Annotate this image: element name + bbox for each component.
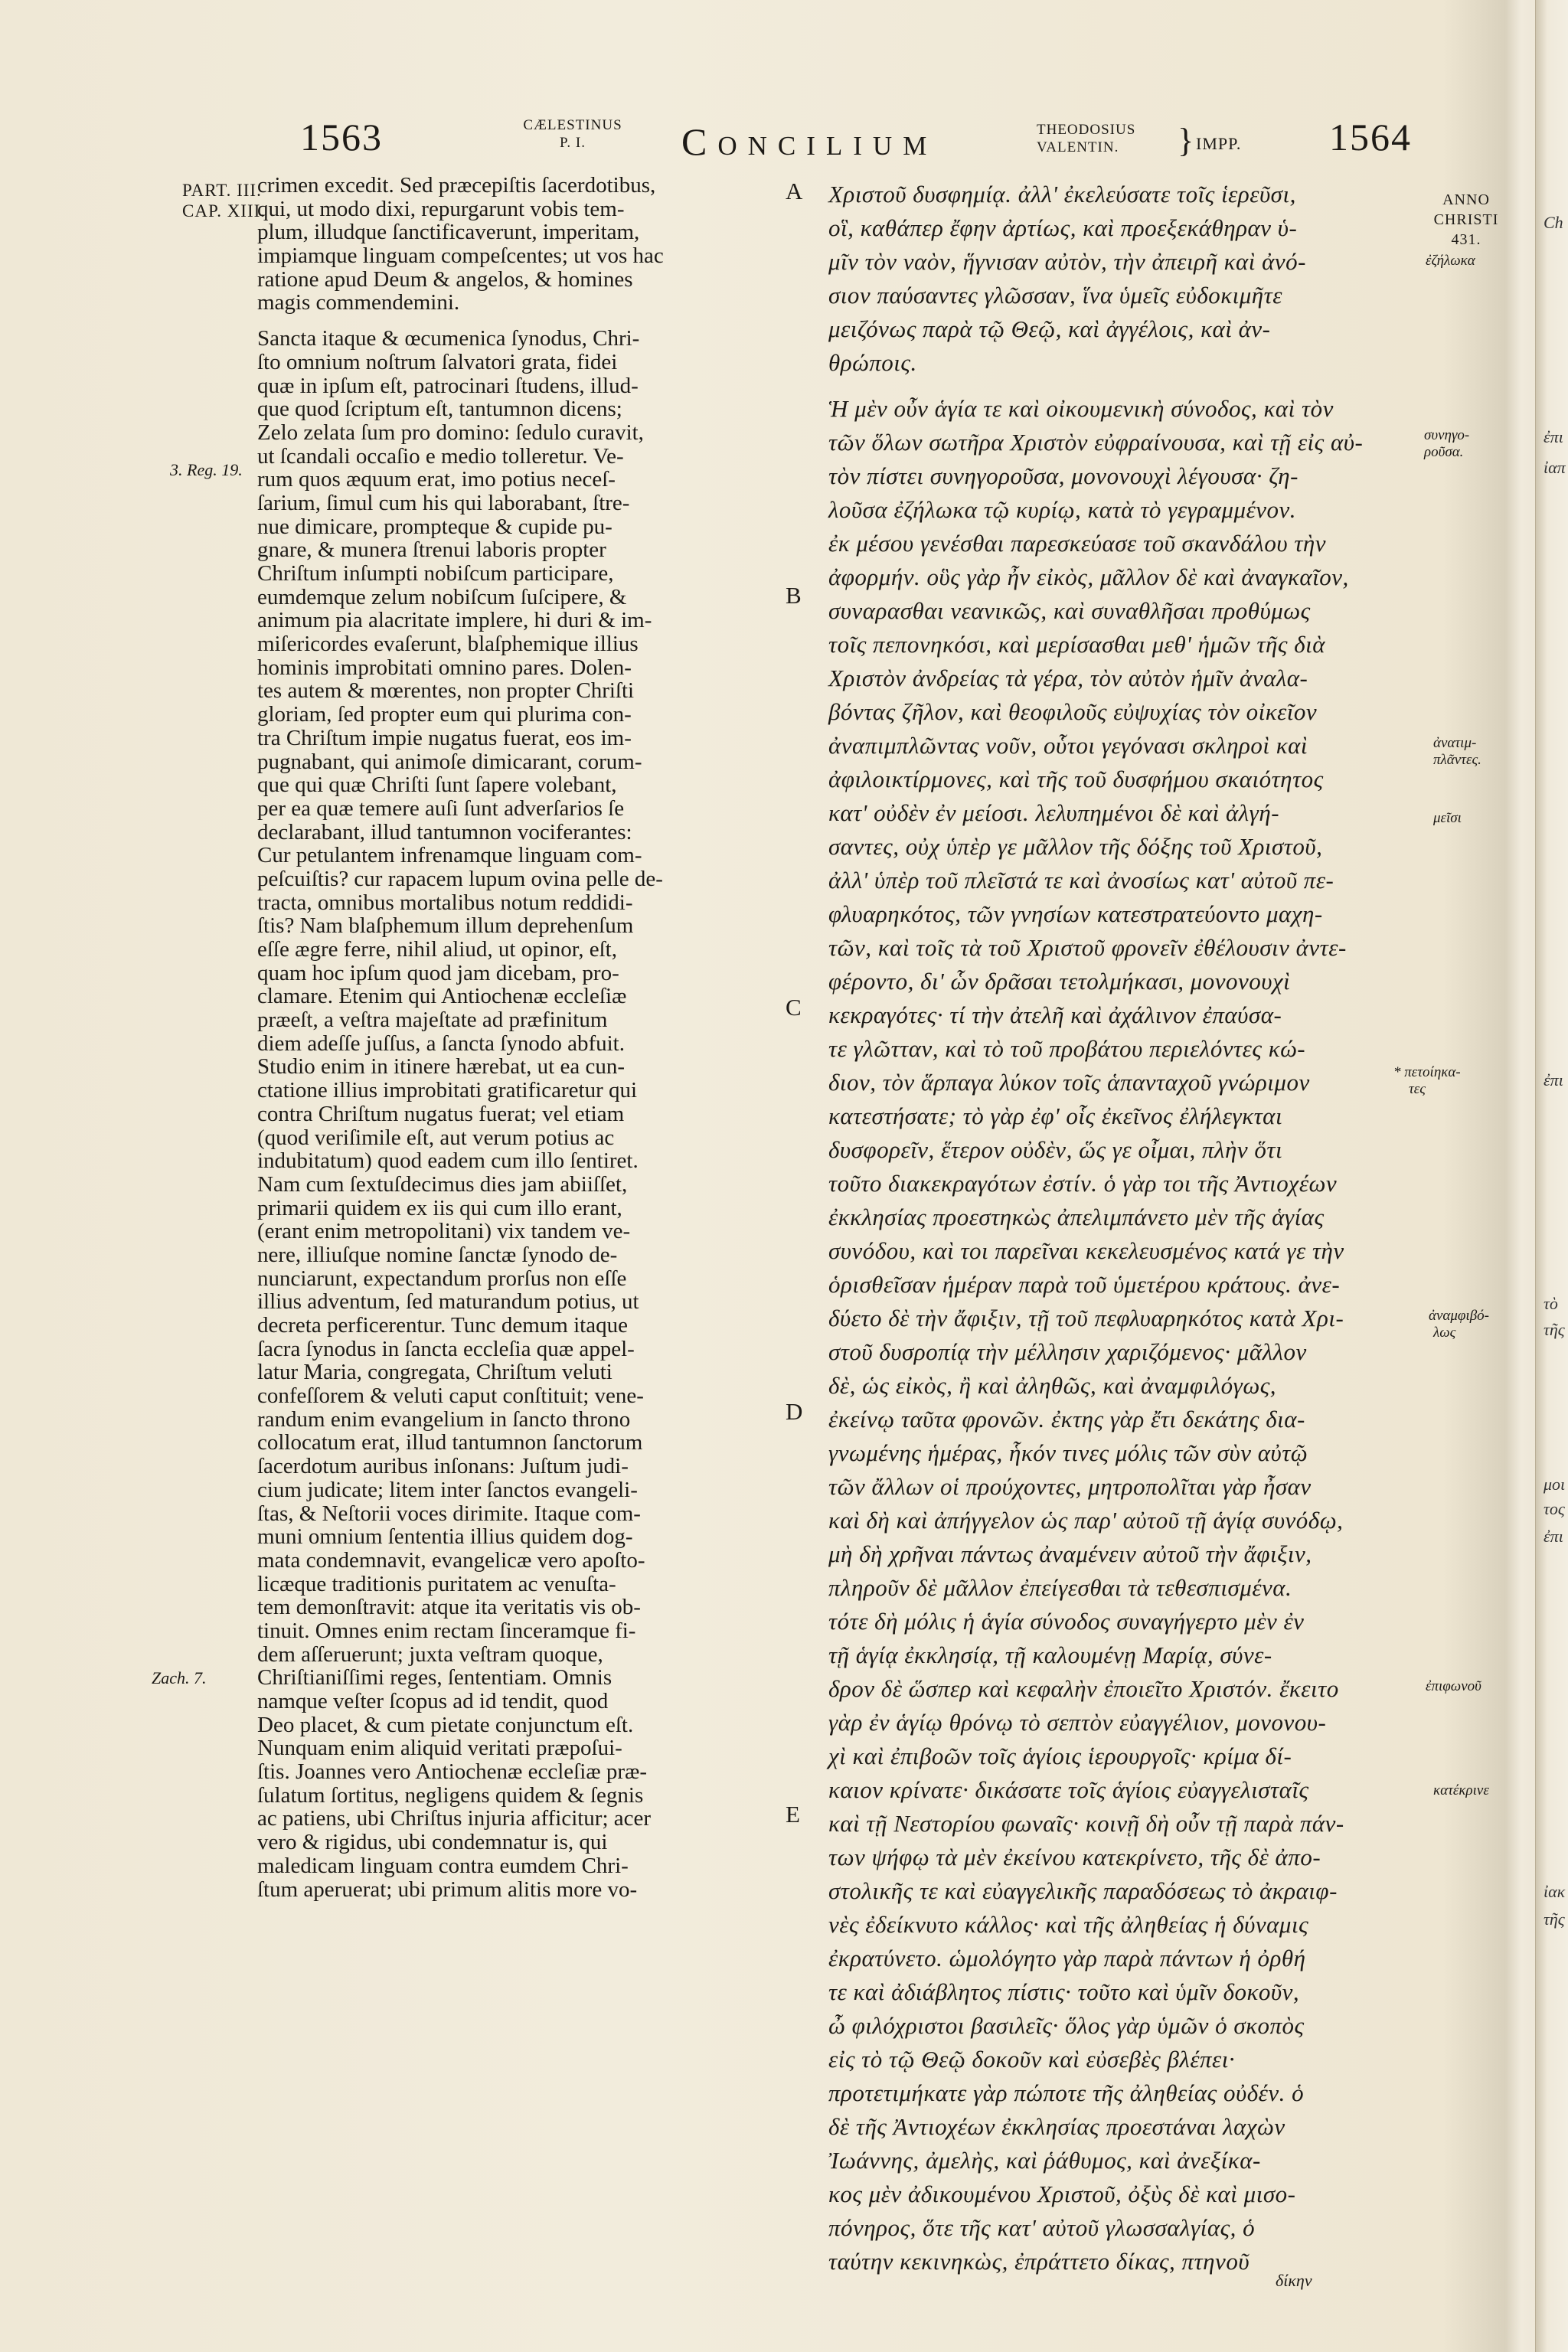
greek-line: χὶ καὶ ἐπιβοῶν τοῖς ἁγίοις ἱερουργοῖς· κρίμα δί- <box>828 1743 1292 1769</box>
latin-line: tem demonſtravit: atque ita veritatis vis ob- <box>257 1595 641 1620</box>
latin-line: nere, illiuſque nomine ſanctæ ſynodo de- <box>257 1242 618 1267</box>
greek-line: εἰς τὸ τῷ Θεῷ δοκοῦν καὶ εὐσεβὲς βλέπει· <box>828 2046 1236 2073</box>
next-page-frag-6: τῆς <box>1544 1320 1565 1339</box>
greek-line: οἳ, καθάπερ ἔφην ἀρτίως, καὶ προεξεκάθηραν ὑ- <box>828 214 1298 241</box>
greek-line: σαντες, οὐχ ὑπὲρ γε μᾶλλον τῆς δόξης τοῦ Χριστοῦ, <box>828 833 1323 860</box>
note5-line1: ἀναμφιβό- <box>1429 1308 1489 1324</box>
next-page-frag-4: ἐπι <box>1544 1070 1563 1089</box>
header-pope <box>496 116 649 152</box>
greek-line: των ψήφῳ τὰ μὲν ἐκείνου κατεκρίνετο, τῆς δὲ ἀπο- <box>828 1844 1321 1870</box>
greek-line: τῶν ὅλων σωτῆρα Χριστὸν εὐφραίνουσα, καὶ τῇ εἰς αὐ- <box>828 429 1364 456</box>
note1-line1: συνηγο- <box>1424 427 1470 443</box>
greek-line: Ἰωάννης, ἀμελὴς, καὶ ῥάθυμος, καὶ ἀνεξίκα- <box>828 2147 1261 2174</box>
margin-anno-christi <box>1426 190 1507 250</box>
latin-line: confeſſorem & veluti caput conſtituit; vene- <box>257 1383 644 1409</box>
margin-greek-note-1 <box>1424 427 1469 461</box>
section-letter-c: C <box>786 994 802 1021</box>
header-pope-number: P. I. <box>559 135 586 151</box>
greek-line: ἐκείνῳ ταῦτα φρονῶν. ἐκτης γὰρ ἔτι δεκάτης δια- <box>828 1406 1305 1432</box>
greek-line: ἀναπιμπλῶντας νοῦν, οὗτοι γεγόνασι σκληροὶ καὶ <box>828 732 1308 759</box>
latin-line: ſtis. Joannes vero Antiochenæ eccleſiæ præ- <box>257 1759 648 1785</box>
greek-line: συνόδου, καὶ τοι παρεῖναι κεκελευσμένος κατά γε τὴν <box>828 1237 1344 1264</box>
greek-line: σιον παύσαντες γλῶσσαν, ἵνα ὑμεῖς εὐδοκιμῆτε <box>828 282 1282 309</box>
greek-line: τὸν πίστει συνηγοροῦσα, μονονουχὶ λέγουσα· ζη- <box>828 462 1298 489</box>
greek-line: νὲς ἐδείκνυτο κάλλος· καὶ τῆς ἀληθείας ἡ δύναμις <box>828 1911 1309 1938</box>
header-pope-name: CÆLESTINUS <box>523 117 622 133</box>
latin-line: mata condemnavit, evangelicæ vero apoſto- <box>257 1547 645 1573</box>
greek-line: τοῖς πεπονηκόσι, καὶ μερίσασθαι μεθ' ἡμῶν τῆς διὰ <box>828 631 1326 658</box>
greek-catchword: δίκην <box>1276 2271 1312 2290</box>
next-page-frag-5: τὸ <box>1544 1294 1558 1313</box>
note1-line2: ροῦσα. <box>1424 444 1464 460</box>
latin-line: ut ſcandali occaſio e medio tolleretur. Ve- <box>257 443 624 469</box>
latin-line: Sancta itaque & œcumenica ſynodus, Chri- <box>257 326 640 351</box>
greek-line: δύετο δὲ τὴν ἄφιξιν, τῇ τοῦ πεφλυαρηκότος κατὰ Χρι- <box>828 1305 1344 1331</box>
margin-greek-note-6: ἐπιφωνοῦ <box>1426 1678 1481 1694</box>
latin-line: licæque traditionis puritatem ac venuſta- <box>257 1571 616 1596</box>
margin-part: PART. III. <box>182 181 262 200</box>
latin-line: latur Maria, congregata, Chriſtum veluti <box>257 1360 612 1385</box>
latin-line: dem aſſeruerunt; juxta veſtram quoque, <box>257 1642 603 1667</box>
greek-line: στολικῆς τε καὶ εὐαγγελικῆς παραδόσεως τὸ ἀκραιφ- <box>828 1877 1338 1904</box>
margin-ref-zach: Zach. 7. <box>152 1668 207 1687</box>
latin-line: magis commendemini. <box>257 290 460 315</box>
margin-ref-kings: 3. Reg. 19. <box>170 460 243 479</box>
greek-line: πόνηρος, ὅτε τῆς κατ' αὐτοῦ γλωσσαλγίας, ὁ <box>828 2214 1256 2241</box>
latin-line: Chriſtum inſumpti nobiſcum participare, <box>257 561 614 586</box>
latin-line: ſulatum ſortitus, negligens quidem & ſegnis <box>257 1782 644 1808</box>
latin-line: qui, ut modo dixi, repurgarunt vobis tem- <box>257 196 625 221</box>
note5-line2: λως <box>1433 1325 1456 1341</box>
greek-line: δὲ τῆς Ἀντιοχέων ἐκκλησίας προεστάναι λαχὼν <box>828 2113 1285 2140</box>
latin-line: decreta perficerentur. Tunc demum itaque <box>257 1313 628 1338</box>
greek-line: ταύτην κεκινηκὼς, ἐπράττετο δίκας, πτηνοῦ <box>828 2248 1250 2275</box>
greek-line: καιον κρίνατε· δικάσατε τοῖς ἁγίοις εὐαγγελισταῖς <box>828 1776 1309 1803</box>
next-page-frag-7: μοι <box>1544 1475 1566 1494</box>
section-letter-b: B <box>786 582 802 609</box>
latin-line: ſacra ſynodus in ſancta eccleſia quæ appel- <box>257 1336 635 1361</box>
next-page-frag-2: ἐπι <box>1544 427 1563 446</box>
latin-line: plum, illudque ſanctificaverunt, imperitam, <box>257 220 640 245</box>
greek-line: ἀλλ' ὑπὲρ τοῦ πλεῖστά τε καὶ ἀνοσίως κατ' αὐτοῦ πε- <box>828 867 1334 893</box>
latin-line: Studio enim in itinere hærebat, ut ea cun- <box>257 1054 625 1080</box>
latin-line: illius adventum, ſed maturandum potius, ut <box>257 1289 639 1315</box>
latin-line: quæ in ipſum eſt, patrocinari ſtudens, illud- <box>257 373 639 398</box>
latin-line: que quod ſcriptum eſt, tantumnon dicens; <box>257 397 622 422</box>
greek-line: κεκραγότες· τί τὴν ἀτελῆ καὶ ἀχάλινον ἐπαύσα- <box>828 1001 1282 1028</box>
section-letter-e: E <box>786 1801 800 1828</box>
greek-line: διον, τὸν ἅρπαγα λύκον τοῖς ἁπανταχοῦ γνώριμον <box>828 1069 1310 1096</box>
greek-line: μειζόνως παρὰ τῷ Θεῷ, καὶ ἀγγέλοις, καὶ ἀν- <box>828 315 1271 342</box>
greek-line: γνωμένης ἡμέρας, ἧκόν τινες μόλις τῶν σὺν αὐτῷ <box>828 1439 1308 1466</box>
latin-line: indubitatum) quod eadem cum illo ſentiret. <box>257 1148 639 1174</box>
anno-christi: CHRISTI <box>1433 211 1499 228</box>
greek-line: στοῦ δυσροπίᾳ τὴν μέλλησιν χαριζόμενος· μᾶλλον <box>828 1338 1307 1365</box>
greek-line: ἐκ μέσου γενέσθαι παρεσκεύασε τοῦ σκανδάλου τὴν <box>828 530 1327 557</box>
latin-line: Nunquam enim aliquid veritati præpoſui- <box>257 1736 622 1761</box>
anno-label: ANNO <box>1442 191 1490 208</box>
greek-line: καὶ τῇ Νεστορίου φωναῖς· κοινῇ δὴ οὖν τῇ παρὰ πάν- <box>828 1810 1344 1837</box>
latin-line: tinuit. Omnes enim rectam ſinceramque fi- <box>257 1618 636 1643</box>
greek-line: πληροῦν δὲ μᾶλλον ἐπείγεσθαι τὰ τεθεσπισμένα. <box>828 1574 1292 1601</box>
latin-line: hominis improbitati omnino pares. Dolen- <box>257 655 632 680</box>
greek-line: κατεστήσατε; τὸ γὰρ ἐφ' οἷς ἐκεῖνος ἐλήλεγκται <box>828 1102 1283 1129</box>
header-impp: IMPP. <box>1196 134 1242 153</box>
margin-cap: CAP. XIII. <box>182 201 266 220</box>
latin-line: tes autem & mœrentes, non propter Chriſti <box>257 678 635 704</box>
page-number-left: 1563 <box>300 116 383 158</box>
anno-year: 431. <box>1451 231 1481 248</box>
latin-line: tracta, omnibus mortalibus notum reddidi- <box>257 890 633 915</box>
latin-line: ſacerdotum auribus inſonans: Juſtum judi- <box>257 1454 629 1479</box>
next-page-frag-1: Ch <box>1544 213 1563 232</box>
latin-line: ac patiens, ubi Chriſtus injuria afficitur; acer <box>257 1806 652 1831</box>
latin-line: Chriſtianiſſimi reges, ſententiam. Omnis <box>257 1665 612 1690</box>
next-page-frag-8: τος <box>1544 1499 1565 1518</box>
latin-line: eſſe ægre ferre, nihil aliud, ut opinor, eſt, <box>257 937 617 962</box>
next-page-edge <box>1535 0 1568 2352</box>
margin-part-cap <box>182 180 266 221</box>
greek-line: ἀφορμήν. οὓς γὰρ ἦν εἰκὸς, μᾶλλον δὲ καὶ ἀναγκαῖον, <box>828 564 1349 590</box>
margin-greek-note-0: ἐζήλωκα <box>1426 253 1475 269</box>
note2-line2: πλᾶντες. <box>1433 752 1481 768</box>
greek-line: ἐκρατύνετο. ὡμολόγητο γὰρ παρὰ πάντων ἡ ὀρθή <box>828 1945 1306 1971</box>
latin-line: nunciarunt, expectandum prorſus non eſſe <box>257 1266 627 1291</box>
greek-line: βόντας ζῆλον, καὶ θεοφιλοῦς εὐψυχίας τὸν οἰκεῖον <box>828 698 1318 725</box>
latin-line: randum enim evangelium in ſancto throno <box>257 1406 631 1432</box>
latin-line: Nam cum ſextuſdecimus dies jam abiiſſet, <box>257 1171 628 1197</box>
page-number-right: 1564 <box>1329 116 1412 158</box>
greek-line: κος μὲν ἀδικουμένου Χριστοῦ, ὀξὺς δὲ καὶ μισο- <box>828 2180 1296 2207</box>
next-page-frag-3: ἰαπ <box>1544 458 1566 477</box>
latin-line: clamare. Etenim qui Antiochenæ eccleſiæ <box>257 984 627 1009</box>
header-emperors <box>1037 121 1190 156</box>
latin-line: diem adeſſe juſſus, a ſancta ſynodo abfuit. <box>257 1031 625 1056</box>
latin-line: miſericordes evaſerunt, blaſphemique illius <box>257 632 639 657</box>
greek-line: τότε δὴ μόλις ἡ ἁγία σύνοδος συναγήγερτο μὲν ἐν <box>828 1608 1305 1635</box>
greek-line: ὦ φιλόχριστοι βασιλεῖς· ὅλος γὰρ ὑμῶν ὁ σκοπὸς <box>828 2012 1305 2039</box>
greek-line: θρώποις. <box>828 349 917 376</box>
next-page-frag-11: τῆς <box>1544 1909 1565 1929</box>
latin-line: præeſt, a veſtra majeſtate ad præfinitum <box>257 1008 608 1033</box>
greek-line: ὁρισθεῖσαν ἡμέραν παρὰ τοῦ ὑμετέρου κράτους. ἀνε- <box>828 1271 1341 1298</box>
greek-line: ἀφιλοικτίρμονες, καὶ τῆς τοῦ δυσφήμου σκαιότητος <box>828 766 1324 792</box>
greek-line: τε καὶ ἀδιάβλητος πίστις· τοῦτο καὶ ὑμῖν δοκοῦν, <box>828 1978 1300 2005</box>
margin-greek-note-4 <box>1393 1064 1461 1098</box>
latin-line: pugnabant, qui animoſe dimicarant, corum- <box>257 749 642 774</box>
greek-line: τε γλῶτταν, καὶ τὸ τοῦ προβάτου περιελόντες κώ- <box>828 1035 1306 1062</box>
latin-line: peſcuiſtis? cur rapacem lupum ovina pelle de- <box>257 866 663 891</box>
latin-line: per ea quæ temere auſi ſunt adverſarios ſe <box>257 795 625 821</box>
greek-line: ἐκκλησίας προεστηκὼς ἀπελιμπάνετο μὲν τῆς ἁγίας <box>828 1204 1325 1230</box>
greek-line: Ἡ μὲν οὖν ἁγία τε καὶ οἰκουμενικὴ σύνοδος, καὶ τὸν <box>828 395 1334 422</box>
greek-line: προτετιμήκατε γὰρ πώποτε τῆς ἀληθείας οὐδέν. ὁ <box>828 2079 1305 2106</box>
latin-line: primarii quidem ex iis qui cum illo erant, <box>257 1195 622 1220</box>
margin-greek-note-7: κατέκρινε <box>1433 1782 1489 1798</box>
margin-greek-note-3: μεῖσι <box>1433 810 1462 826</box>
latin-line: ſarium, ſimul cum his qui laborabant, ſtre- <box>257 490 630 515</box>
greek-line: κατ' οὐδὲν ἐν μείοσι. λελυπημένοι δὲ καὶ ἀλγή- <box>828 799 1280 826</box>
latin-line: animum pia alacritate implere, hi duri & im- <box>257 608 652 633</box>
greek-line: τῇ ἁγίᾳ ἐκκλησίᾳ, τῇ καλουμένῃ Μαρίᾳ, σύνε- <box>828 1642 1272 1668</box>
latin-line: maledicam linguam contra eumdem Chri- <box>257 1853 629 1878</box>
greek-line: γὰρ ἐν ἁγίῳ θρόνῳ τὸ σεπτὸν εὐαγγέλιον, μονονου- <box>828 1709 1327 1736</box>
note4-line2: τες <box>1409 1081 1426 1097</box>
greek-line: δὲ, ὡς εἰκὸς, ἢ καὶ ἀληθῶς, καὶ ἀναμφιλόγως, <box>828 1372 1277 1399</box>
running-title: Concilium <box>681 120 938 163</box>
latin-line <box>257 315 775 327</box>
header-emperor-1: THEODOSIUS <box>1037 122 1136 138</box>
greek-line: λοῦσα ἐζήλωκα τῷ κυρίῳ, κατὰ τὸ γεγραμμένον. <box>828 496 1297 523</box>
latin-line: eumdemque zelum nobiſcum ſuſcipere, & <box>257 584 627 609</box>
greek-line: φλυαρηκότος, τῶν γνησίων κατεστρατεύοντο μαχη- <box>828 900 1323 927</box>
greek-column <box>828 178 1410 2278</box>
latin-line: contra Chriſtum nugatus fuerat; vel etiam <box>257 1101 625 1126</box>
greek-line: μῖν τὸν ναὸν, ἥγνισαν αὐτὸν, τὴν ἀπειρῆ καὶ ἀνό- <box>828 248 1306 275</box>
latin-line: ratione apud Deum & angelos, & homines <box>257 266 633 292</box>
latin-line: Deo placet, & cum pietate conjunctum eſt. <box>257 1712 634 1737</box>
latin-line: (erant enim metropolitani) vix tandem ve- <box>257 1219 631 1244</box>
next-page-frag-9: ἐπι <box>1544 1527 1563 1546</box>
latin-line: gloriam, ſed propter eum qui plurima con- <box>257 702 632 727</box>
latin-line: (quod veriſimile eſt, aut verum potius ac <box>257 1125 615 1150</box>
latin-line: tra Chriſtum impie nugatus fuerat, eos im- <box>257 725 632 750</box>
latin-line: ſtum aperuerat; ubi primum alitis more vo- <box>257 1877 638 1902</box>
section-letter-a: A <box>786 178 803 204</box>
latin-line: declarabant, illud tantumnon vociferantes: <box>257 819 632 844</box>
latin-line: ſto omnium noſtrum ſalvatori grata, fidei <box>257 349 618 374</box>
note4-line1: * πετοίηκα- <box>1393 1064 1461 1080</box>
latin-line: quam hoc ipſum quod jam dicebam, pro- <box>257 960 619 985</box>
greek-line: τῶν, καὶ τοῖς τὰ τοῦ Χριστοῦ φρονεῖν ἐθέλουσιν ἀντε- <box>828 934 1347 961</box>
greek-line <box>828 380 1410 392</box>
latin-line: Zelo zelata ſum pro domino: ſedulo curavit, <box>257 420 644 445</box>
greek-line: μὴ δὴ χρῆναι πάντως ἀναμένειν αὐτοῦ τὴν ἄφιξιν, <box>828 1540 1312 1567</box>
latin-line: collocatum erat, illud tantumnon ſanctorum <box>257 1430 643 1455</box>
section-letter-d: D <box>786 1398 803 1425</box>
margin-greek-note-2 <box>1433 735 1481 769</box>
greek-line: καὶ δὴ καὶ ἀπήγγελον ὡς παρ' αὐτοῦ τῇ ἁγίᾳ συνόδῳ, <box>828 1507 1344 1534</box>
greek-line: φέροντο, δι' ὧν δρᾶσαι τετολμήκασι, μονονουχὶ <box>828 968 1291 995</box>
latin-line: ſtas, & Neſtorii voces dirimite. Itaque com- <box>257 1501 641 1526</box>
latin-line: namque veſter ſcopus ad id tendit, quod <box>257 1689 609 1713</box>
latin-line: gnare, & munera ſtrenui laboris propter <box>257 537 606 563</box>
greek-line: Χριστοῦ δυσφημίᾳ. ἀλλ' ἐκελεύσατε τοῖς ἱερεῦσι, <box>828 181 1296 207</box>
header-emperor-2: VALENTIN. <box>1037 139 1119 155</box>
greek-line: συναρασθαι νεανικῶς, καὶ συναθλῆσαι προθύμως <box>828 597 1311 624</box>
greek-line: δυσφορεῖν, ἕτερον οὐδὲν, ὥς γε οἶμαι, πλὴν ὅτι <box>828 1136 1283 1163</box>
next-page-frag-10: ἰακ <box>1544 1882 1566 1901</box>
latin-line: ctatione illius improbitati gratificaretur qui <box>257 1078 638 1103</box>
latin-column <box>257 174 775 1901</box>
latin-line: que qui quæ Chriſti ſunt ſapere volebant, <box>257 773 617 798</box>
latin-line: Cur petulantem infrenamque linguam com- <box>257 843 642 868</box>
latin-line: vero & rigidus, ubi condemnatur is, qui <box>257 1830 608 1855</box>
latin-line: cium judicate; litem inter ſanctos evangeli- <box>257 1477 638 1502</box>
greek-line: τῶν ἄλλων οἱ προύχοντες, μητροπολῖται γὰρ ἦσαν <box>828 1473 1312 1500</box>
latin-line: crimen excedit. Sed præcepiſtis ſacerdotibus, <box>257 173 656 198</box>
latin-line: ſtis? Nam blaſphemum illum deprehenſum <box>257 913 634 939</box>
greek-line: τοῦτο διακεκραγότων ἐστίν. ὁ γὰρ τοι τῆς Ἀντιοχέων <box>828 1170 1338 1197</box>
latin-line: rum quos æquum erat, imo potius neceſ- <box>257 467 616 492</box>
header-brace: } <box>1178 122 1194 159</box>
margin-greek-note-5 <box>1429 1308 1489 1341</box>
latin-line: muni omnium ſententia illius quidem dog- <box>257 1524 633 1550</box>
greek-line: δρον δὲ ὥσπερ καὶ κεφαλὴν ἐποιεῖτο Χριστόν. ἔκειτο <box>828 1675 1339 1702</box>
latin-line: impiamque linguam compeſcentes; ut vos hac <box>257 243 664 269</box>
note2-line1: ἀνατιμ- <box>1433 735 1477 751</box>
greek-line: Χριστὸν ἀνδρείας τὰ γέρα, τὸν αὐτὸν ἡμῖν ἀναλα- <box>828 665 1308 691</box>
latin-line: nue dimicare, prompteque & cupide pu- <box>257 514 612 539</box>
